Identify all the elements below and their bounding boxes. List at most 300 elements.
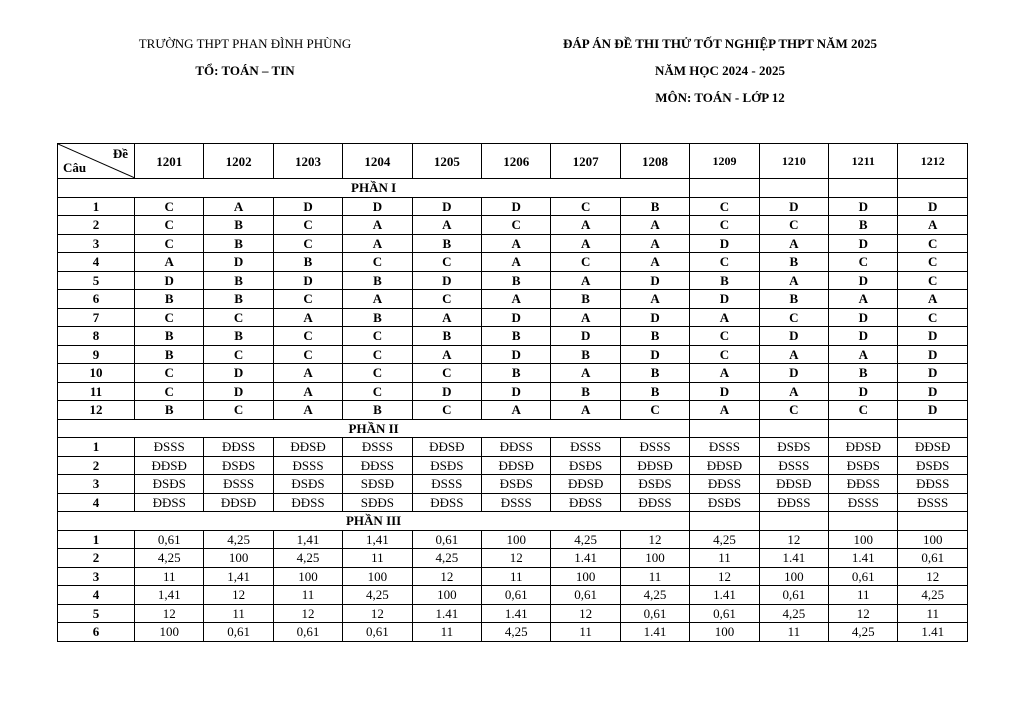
answer-cell: 11 [412, 623, 481, 642]
empty-cell [759, 179, 828, 198]
answer-cell: ĐĐSĐ [551, 475, 620, 494]
answer-cell: 11 [482, 567, 551, 586]
empty-cell [829, 419, 898, 438]
table-header-row [58, 144, 968, 179]
answer-cell: C [829, 253, 898, 272]
answer-cell: ĐĐSĐ [135, 456, 204, 475]
question-number: 11 [58, 382, 135, 401]
answer-cell: C [620, 401, 689, 420]
answer-cell: 12 [829, 604, 898, 623]
answer-cell: B [620, 197, 689, 216]
exam-code-header: 1205 [412, 144, 481, 179]
answer-cell: 1.41 [759, 549, 828, 568]
answer-cell: D [620, 271, 689, 290]
answer-cell: D [829, 308, 898, 327]
answer-cell: ĐĐSS [482, 438, 551, 457]
answer-cell: B [829, 216, 898, 235]
answer-cell: ĐSSS [273, 456, 342, 475]
exam-code-header: 1202 [204, 144, 273, 179]
answer-cell: C [343, 364, 412, 383]
exam-code-header: 1203 [273, 144, 342, 179]
document-title: ĐÁP ÁN ĐỀ THI THỬ TỐT NGHIỆP THPT NĂM 2025 [562, 36, 878, 51]
exam-code-header: 1210 [759, 144, 828, 179]
answer-cell: A [273, 382, 342, 401]
answer-cell: ĐĐSS [829, 475, 898, 494]
answer-cell: C [135, 364, 204, 383]
answer-cell: 12 [690, 567, 759, 586]
table-row [58, 549, 968, 568]
answer-cell: 100 [898, 530, 968, 549]
exam-code-header: 1209 [690, 144, 759, 179]
answer-cell: ĐSSS [759, 456, 828, 475]
answer-cell: C [343, 382, 412, 401]
answer-cell: C [135, 382, 204, 401]
answer-cell: B [135, 345, 204, 364]
answer-cell: D [412, 271, 481, 290]
answer-cell: A [898, 216, 968, 235]
question-number: 2 [58, 456, 135, 475]
answer-cell: ĐĐSĐ [759, 475, 828, 494]
answer-cell: B [204, 234, 273, 253]
empty-cell [898, 179, 968, 198]
answer-cell: ĐSĐS [620, 475, 689, 494]
question-number: 4 [58, 586, 135, 605]
answer-cell: 0,61 [135, 530, 204, 549]
answer-cell: C [898, 308, 968, 327]
table-row [58, 197, 968, 216]
answer-cell: D [759, 197, 828, 216]
answer-cell: ĐSĐS [898, 456, 968, 475]
answer-cell: C [412, 364, 481, 383]
answer-cell: 12 [204, 586, 273, 605]
exam-code-header: 1208 [620, 144, 689, 179]
answer-cell: C [482, 216, 551, 235]
answer-cell: C [135, 197, 204, 216]
answer-cell: D [690, 290, 759, 309]
answer-cell: C [412, 401, 481, 420]
answer-cell: 1.41 [412, 604, 481, 623]
answer-cell: ĐĐSS [898, 475, 968, 494]
answer-cell: 11 [898, 604, 968, 623]
table-row [58, 567, 968, 586]
answer-cell: 0,61 [482, 586, 551, 605]
question-number: 8 [58, 327, 135, 346]
answer-cell: C [135, 234, 204, 253]
question-number: 7 [58, 308, 135, 327]
answer-cell: C [690, 197, 759, 216]
answer-cell: A [412, 345, 481, 364]
answer-cell: D [898, 197, 968, 216]
answer-cell: 12 [620, 530, 689, 549]
answer-cell: A [620, 253, 689, 272]
answer-cell: C [204, 345, 273, 364]
answer-cell: C [273, 290, 342, 309]
answer-cell: C [551, 197, 620, 216]
answer-cell: A [759, 345, 828, 364]
answer-cell: ĐĐSĐ [829, 438, 898, 457]
answer-cell: B [343, 308, 412, 327]
answer-cell: A [135, 253, 204, 272]
exam-code-header: 1212 [898, 144, 968, 179]
answer-cell: C [690, 216, 759, 235]
answer-cell: 11 [620, 567, 689, 586]
empty-cell [759, 512, 828, 531]
answer-cell: 11 [135, 567, 204, 586]
answer-cell: C [343, 345, 412, 364]
answer-cell: 100 [829, 530, 898, 549]
answer-cell: B [343, 401, 412, 420]
question-number: 5 [58, 271, 135, 290]
answer-cell: A [482, 253, 551, 272]
empty-cell [898, 512, 968, 531]
answer-cell: D [412, 382, 481, 401]
answer-cell: 100 [412, 586, 481, 605]
answer-cell: 12 [898, 567, 968, 586]
empty-cell [690, 179, 759, 198]
question-number: 3 [58, 234, 135, 253]
answer-cell: A [204, 197, 273, 216]
answer-cell: A [551, 234, 620, 253]
answer-cell: 100 [135, 623, 204, 642]
answer-cell: ĐSSS [343, 438, 412, 457]
answer-cell: ĐĐSS [273, 493, 342, 512]
answer-cell: D [482, 382, 551, 401]
exam-code-header: 1204 [343, 144, 412, 179]
answer-cell: ĐĐSĐ [482, 456, 551, 475]
answer-cell: A [620, 290, 689, 309]
answer-cell: 12 [273, 604, 342, 623]
answer-cell: C [273, 216, 342, 235]
answer-cell: B [482, 271, 551, 290]
answer-cell: B [135, 401, 204, 420]
answer-cell: B [759, 253, 828, 272]
answer-cell: A [551, 308, 620, 327]
answer-cell: 11 [829, 586, 898, 605]
answer-cell: B [204, 290, 273, 309]
answer-cell: ĐSSS [898, 493, 968, 512]
exam-code-header: 1206 [482, 144, 551, 179]
question-number: 2 [58, 216, 135, 235]
table-row [58, 290, 968, 309]
answer-cell: B [204, 216, 273, 235]
empty-cell [898, 419, 968, 438]
answer-cell: 0,61 [829, 567, 898, 586]
answer-cell: B [204, 271, 273, 290]
answer-cell: D [829, 327, 898, 346]
answer-cell: C [898, 234, 968, 253]
answer-cell: 100 [273, 567, 342, 586]
answer-cell: 1.41 [620, 623, 689, 642]
corner-cell [58, 144, 135, 179]
answer-cell: 100 [690, 623, 759, 642]
answer-cell: 4,25 [551, 530, 620, 549]
answer-cell: B [620, 327, 689, 346]
answer-cell: 4,25 [204, 530, 273, 549]
answer-cell: D [829, 271, 898, 290]
answer-cell: 1,41 [204, 567, 273, 586]
answer-cell: B [551, 382, 620, 401]
table-row [58, 382, 968, 401]
part-heading: PHẦN III [58, 512, 690, 531]
answer-cell: C [273, 327, 342, 346]
table-row [58, 623, 968, 642]
question-number: 3 [58, 567, 135, 586]
answer-cell: ĐĐSĐ [412, 438, 481, 457]
part-heading: PHẦN I [58, 179, 690, 198]
answer-cell: D [898, 345, 968, 364]
answer-cell: 11 [273, 586, 342, 605]
answer-cell: 0,61 [620, 604, 689, 623]
answer-cell: D [829, 382, 898, 401]
answer-cell: ĐSĐS [829, 456, 898, 475]
answer-cell: 11 [551, 623, 620, 642]
question-number: 12 [58, 401, 135, 420]
empty-cell [759, 419, 828, 438]
table-row [58, 271, 968, 290]
answer-cell: 1.41 [829, 549, 898, 568]
answer-cell: C [759, 308, 828, 327]
answer-cell: D [482, 345, 551, 364]
answer-cell: A [482, 234, 551, 253]
answer-cell: D [829, 234, 898, 253]
answer-cell: D [204, 253, 273, 272]
table-row [58, 604, 968, 623]
table-row [58, 308, 968, 327]
question-number: 4 [58, 493, 135, 512]
answer-cell: B [343, 271, 412, 290]
table-row [58, 475, 968, 494]
answer-cell: A [829, 345, 898, 364]
table-row [58, 530, 968, 549]
answer-cell: B [690, 271, 759, 290]
question-number: 6 [58, 623, 135, 642]
answer-cell: C [135, 308, 204, 327]
table-row [58, 234, 968, 253]
answer-cell: D [898, 327, 968, 346]
school-year: NĂM HỌC 2024 - 2025 [655, 63, 785, 78]
answer-cell: A [898, 290, 968, 309]
answer-cell: B [412, 327, 481, 346]
answer-cell: 1,41 [343, 530, 412, 549]
answer-cell: ĐĐSS [620, 493, 689, 512]
answer-cell: ĐSSS [829, 493, 898, 512]
question-number: 1 [58, 438, 135, 457]
answer-key-table [57, 143, 968, 642]
answer-cell: A [690, 364, 759, 383]
department-name: TỔ: TOÁN – TIN [195, 63, 295, 78]
table-row [58, 493, 968, 512]
answer-cell: A [551, 364, 620, 383]
answer-cell: ĐSSS [204, 475, 273, 494]
table-row [58, 345, 968, 364]
answer-cell: 1.41 [551, 549, 620, 568]
subject-line: MÔN: TOÁN - LỚP 12 [655, 90, 785, 105]
answer-cell: 0,61 [898, 549, 968, 568]
answer-cell: D [204, 382, 273, 401]
answer-cell: C [898, 271, 968, 290]
answer-cell: D [620, 308, 689, 327]
answer-cell: 100 [204, 549, 273, 568]
answer-cell: D [482, 308, 551, 327]
answer-cell: 0,61 [759, 586, 828, 605]
answer-cell: ĐSĐS [759, 438, 828, 457]
answer-cell: ĐĐSĐ [273, 438, 342, 457]
answer-cell: C [343, 327, 412, 346]
answer-cell: D [135, 271, 204, 290]
answer-cell: C [898, 253, 968, 272]
question-number: 6 [58, 290, 135, 309]
answer-cell: 12 [343, 604, 412, 623]
answer-cell: C [343, 253, 412, 272]
answer-cell: 12 [759, 530, 828, 549]
answer-cell: B [482, 327, 551, 346]
answer-cell: D [273, 271, 342, 290]
exam-code-header: 1201 [135, 144, 204, 179]
answer-cell: 4,25 [690, 530, 759, 549]
table-row [58, 456, 968, 475]
empty-cell [829, 179, 898, 198]
answer-cell: C [690, 327, 759, 346]
answer-cell: ĐSĐS [412, 456, 481, 475]
answer-cell: D [412, 197, 481, 216]
answer-cell: D [759, 327, 828, 346]
answer-cell: A [690, 401, 759, 420]
answer-cell: 1,41 [273, 530, 342, 549]
answer-cell: 1.41 [898, 623, 968, 642]
answer-cell: A [551, 401, 620, 420]
answer-cell: D [690, 382, 759, 401]
answer-cell: 11 [343, 549, 412, 568]
part-heading-row [58, 179, 968, 198]
answer-cell: C [412, 290, 481, 309]
exam-code-header: 1211 [829, 144, 898, 179]
answer-cell: ĐĐSĐ [620, 456, 689, 475]
table-row [58, 327, 968, 346]
answer-cell: ĐSSS [482, 493, 551, 512]
answer-cell: 0,61 [204, 623, 273, 642]
answer-cell: 100 [482, 530, 551, 549]
answer-cell: B [620, 382, 689, 401]
answer-cell: ĐSĐS [551, 456, 620, 475]
answer-cell: 12 [412, 567, 481, 586]
answer-cell: A [551, 271, 620, 290]
answer-cell: D [898, 382, 968, 401]
answer-cell: 4,25 [273, 549, 342, 568]
answer-cell: ĐSĐS [690, 493, 759, 512]
answer-cell: C [204, 401, 273, 420]
answer-cell: A [273, 401, 342, 420]
answer-cell: 4,25 [620, 586, 689, 605]
answer-cell: 12 [135, 604, 204, 623]
question-number: 1 [58, 197, 135, 216]
answer-cell: 100 [551, 567, 620, 586]
answer-cell: ĐĐSĐ [690, 456, 759, 475]
answer-cell: D [273, 197, 342, 216]
answer-cell: ĐSSS [135, 438, 204, 457]
answer-cell: D [759, 364, 828, 383]
answer-cell: 12 [482, 549, 551, 568]
answer-cell: D [829, 197, 898, 216]
part-heading: PHẦN II [58, 419, 690, 438]
question-number: 10 [58, 364, 135, 383]
answer-cell: SĐSĐ [343, 475, 412, 494]
answer-cell: C [551, 253, 620, 272]
answer-cell: C [204, 308, 273, 327]
question-number: 2 [58, 549, 135, 568]
answer-cell: A [829, 290, 898, 309]
answer-cell: ĐĐSĐ [204, 493, 273, 512]
answer-cell: ĐĐSS [135, 493, 204, 512]
answer-cell: 4,25 [759, 604, 828, 623]
answer-cell: A [343, 290, 412, 309]
answer-cell: A [482, 290, 551, 309]
answer-cell: C [273, 234, 342, 253]
answer-cell: ĐSSS [690, 438, 759, 457]
answer-cell: ĐSĐS [135, 475, 204, 494]
answer-cell: ĐĐSS [343, 456, 412, 475]
answer-cell: A [759, 382, 828, 401]
answer-cell: ĐĐSĐ [898, 438, 968, 457]
answer-cell: 4,25 [135, 549, 204, 568]
answer-cell: D [204, 364, 273, 383]
answer-cell: B [135, 290, 204, 309]
table-row [58, 216, 968, 235]
answer-cell: A [690, 308, 759, 327]
answer-cell: D [690, 234, 759, 253]
question-number: 9 [58, 345, 135, 364]
answer-cell: 11 [690, 549, 759, 568]
answer-cell: C [759, 216, 828, 235]
answer-cell: D [898, 401, 968, 420]
exam-code-header: 1207 [551, 144, 620, 179]
answer-cell: 0,61 [343, 623, 412, 642]
answer-cell: 1.41 [690, 586, 759, 605]
answer-cell: 0,61 [412, 530, 481, 549]
answer-cell: C [412, 253, 481, 272]
answer-cell: A [620, 234, 689, 253]
answer-cell: 11 [759, 623, 828, 642]
corner-label-exam: Đề [112, 146, 128, 161]
answer-cell: ĐSSS [620, 438, 689, 457]
answer-cell: 4,25 [898, 586, 968, 605]
answer-cell: 1,41 [135, 586, 204, 605]
answer-cell: A [343, 216, 412, 235]
answer-cell: 4,25 [482, 623, 551, 642]
part-heading-row [58, 419, 968, 438]
question-number: 5 [58, 604, 135, 623]
answer-cell: A [343, 234, 412, 253]
answer-cell: B [273, 253, 342, 272]
answer-cell: ĐĐSS [551, 493, 620, 512]
table-row [58, 438, 968, 457]
table-row [58, 364, 968, 383]
answer-cell: ĐSĐS [204, 456, 273, 475]
answer-cell: ĐĐSS [204, 438, 273, 457]
answer-cell: A [412, 308, 481, 327]
answer-cell: D [620, 345, 689, 364]
answer-cell: A [482, 401, 551, 420]
answer-cell: C [135, 216, 204, 235]
answer-cell: A [412, 216, 481, 235]
answer-cell: A [759, 234, 828, 253]
question-number: 4 [58, 253, 135, 272]
empty-cell [690, 512, 759, 531]
answer-cell: D [343, 197, 412, 216]
answer-cell: C [829, 401, 898, 420]
answer-cell: ĐĐSS [412, 493, 481, 512]
answer-cell: A [620, 216, 689, 235]
answer-cell: B [620, 364, 689, 383]
